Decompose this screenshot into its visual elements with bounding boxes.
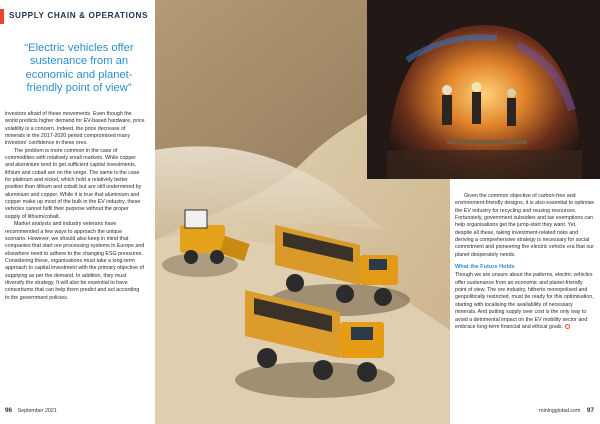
section-label: SUPPLY CHAIN & OPERATIONS (9, 11, 149, 20)
pull-quote: “Electric vehicles offer sustenance from an economic and planet-friendly point of view” (24, 42, 134, 94)
left-paragraph-2: The problem is more common in the case of commodities with relatively small markets. While copper and aluminium tend to get sufficient capital investments, lithium and cobalt are on the verge. The same is the case for platinum and nickel, which hold a relatively better position than lithium and cobalt but are still undermined by aluminium and copper. While it is true that aluminium and copper make up most of the bulk in the EV industry, these vehicles cannot fulfil their purpose without the proper supply of lithium/cobalt. (5, 147, 142, 220)
left-folio (5, 407, 57, 414)
left-paragraph-3: Market analysts and industry veterans have recommended a few ways to approach the unique scenario. However, we should also keep in mind that companies that start ore processing systems in Europe and elsewhere need to adhere to the changing ESG pressures. Considering these, organisations must take a long-term approach to capital investment with the primary objective of supplying as per the demand. In addition, they must diversify the strategy. It will also be essential to have consortiums that can help them predict and act according to the government policies. (5, 221, 145, 301)
left-paragraph-1: investors afraid of these movements. Even though the world predicts higher demand for EV-based hardware, price volatility is a concern. Indeed, the price decrease of minerals in the 2017-2020 period compromised many investors' confidence in these ores. (5, 111, 145, 147)
subheading: What the Future Holds (455, 264, 515, 271)
end-of-article-icon (565, 324, 570, 329)
left-body-column (5, 111, 145, 302)
right-body-column (455, 193, 595, 331)
right-paragraph-1: Given the common objective of carbon-free and environment-friendly designs, it is also essential to optimise the EV industry for recycling and reusing resources. Fortunately, government subsidies and tax exemptions can help organisations get the jump-start they want. Yet, despite all these, taking investment-related risks and deriving a comprehensive strategy is necessary for social commitment and pioneering the electric vehicle era that our planet desperately needs. (455, 193, 595, 258)
site-name: miningglobal.com (539, 408, 581, 414)
section-tag-bar (0, 9, 4, 24)
right-page-number: 97 (586, 407, 594, 414)
closing-paragraph: Though we are unsure about the patterns, electric vehicles offer sustenance from an economic and planet-friendly point of view. The ore industry, hitherto monopolised and geopolitically restricted, must be ready for this optimisation, starting with localising the availability of necessary minerals. And putting supply over cost is the only way to avoid a detrimental impact on the EV mobility sector and embrace long-term financial and ethical goals. (455, 272, 594, 330)
issue-date: September 2021 (17, 408, 57, 414)
right-folio (539, 407, 594, 414)
tunnel-illustration (367, 0, 600, 179)
mine-tunnel-photo (367, 0, 600, 179)
section-tag (0, 9, 150, 24)
left-page-number: 96 (5, 407, 13, 414)
